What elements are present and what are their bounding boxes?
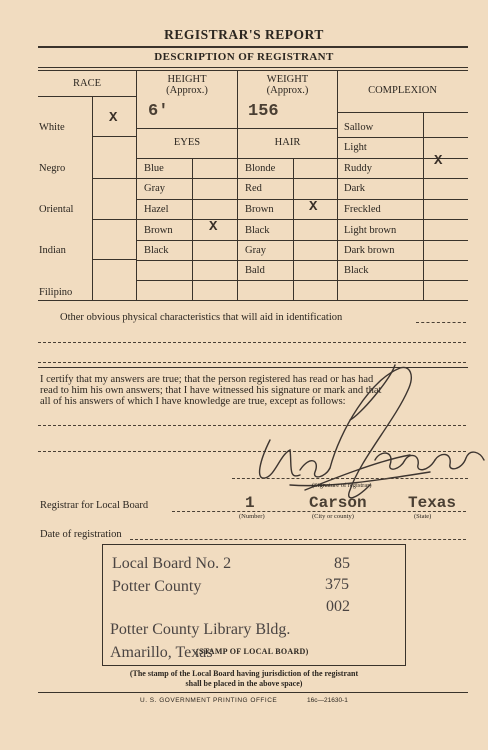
signature-caption: (Signature of registrar) xyxy=(312,482,372,489)
state-caption: (State) xyxy=(414,513,432,520)
height-weight-divider xyxy=(237,70,238,300)
eyes-option-brown: Brown xyxy=(144,225,173,236)
eyes-col-divider xyxy=(192,158,193,300)
race-white-mark: X xyxy=(109,110,118,126)
race-option-white: White xyxy=(39,122,65,133)
form-subtitle: DESCRIPTION OF REGISTRANT xyxy=(154,51,334,63)
eyes-option-gray: Gray xyxy=(144,183,165,194)
local-board-number: 1 xyxy=(245,494,255,512)
stamp-caption: (STAMP OF LOCAL BOARD) xyxy=(196,647,309,656)
characteristics-line xyxy=(416,322,466,323)
complexion-option-light: Light xyxy=(344,142,367,153)
stamp-number-1: 85 xyxy=(334,555,350,572)
eyes-brown-mark: X xyxy=(209,219,218,235)
table-top-rule xyxy=(38,67,468,68)
race-section-divider xyxy=(136,70,137,300)
stamp-number-3: 002 xyxy=(326,598,350,615)
race-col-divider xyxy=(92,96,93,300)
footer-rule xyxy=(38,692,468,693)
hair-option-black: Black xyxy=(245,225,270,236)
local-board-state: Texas xyxy=(408,494,457,512)
stamp-line-1: Local Board No. 2 xyxy=(112,555,232,572)
race-option-indian: Indian xyxy=(39,245,66,256)
race-row-rule xyxy=(92,136,136,137)
footnote-line-1: (The stamp of the Local Board having jurisdiction of the registrant xyxy=(129,669,359,678)
table-row-rule xyxy=(136,260,468,261)
table-bottom-rule xyxy=(38,300,468,301)
complexion-option-black: Black xyxy=(344,265,369,276)
race-option-filipino: Filipino xyxy=(39,287,73,298)
complexion-header-rule xyxy=(337,112,468,113)
table-row-rule xyxy=(136,280,468,281)
signature-line xyxy=(232,478,468,479)
race-option-negro: Negro xyxy=(39,163,66,174)
complexion-row-rule xyxy=(337,137,468,138)
title-rule xyxy=(38,46,468,48)
weight-subheader: (Approx.) xyxy=(266,85,309,96)
weight-header: WEIGHT xyxy=(266,74,309,85)
form-title: REGISTRAR'S REPORT xyxy=(164,27,324,42)
number-caption: (Number) xyxy=(239,513,265,520)
county-caption: (City or county) xyxy=(312,513,354,520)
complexion-option-dark: Dark xyxy=(344,183,365,194)
complexion-option-dark-brown: Dark brown xyxy=(344,245,395,256)
complexion-option-ruddy: Ruddy xyxy=(344,163,373,174)
date-line xyxy=(130,539,466,540)
stamp-line-5: Amarillo, Texas xyxy=(110,644,213,661)
print-code: 16c—21630-1 xyxy=(307,697,348,704)
complexion-ruddy-mark: X xyxy=(434,153,443,169)
hair-col-divider xyxy=(293,158,294,300)
complexion-header: COMPLEXION xyxy=(368,85,437,96)
stamp-line-2: Potter County xyxy=(112,578,202,595)
race-header: RACE xyxy=(72,78,101,89)
hair-brown-mark: X xyxy=(309,199,318,215)
weight-complexion-divider xyxy=(337,70,338,300)
certification-line-1: I certify that my answers are true; that the person registered has read or has had xyxy=(40,374,374,385)
complexion-option-light-brown: Light brown xyxy=(344,225,397,236)
table-row-rule xyxy=(136,199,468,200)
hair-header: HAIR xyxy=(274,137,301,148)
race-header-rule xyxy=(38,96,136,97)
height-header: HEIGHT xyxy=(167,74,207,85)
height-value: 6' xyxy=(148,102,169,121)
table-row-rule xyxy=(136,158,468,159)
table-row-rule xyxy=(136,178,468,179)
hair-option-blonde: Blonde xyxy=(245,163,276,174)
local-board-county: Carson xyxy=(309,494,367,512)
race-option-oriental: Oriental xyxy=(39,204,74,215)
eyes-option-blue: Blue xyxy=(144,163,164,174)
table-row-rule xyxy=(136,219,468,220)
complexion-option-freckled: Freckled xyxy=(344,204,381,215)
hair-option-bald: Bald xyxy=(245,265,265,276)
hair-option-red: Red xyxy=(245,183,262,194)
certification-line-3: all of his answers of which I have knowledge are true, except as follows: xyxy=(40,396,346,407)
footnote-line-2: shall be placed in the above space) xyxy=(185,679,303,688)
weight-value: 156 xyxy=(248,102,279,121)
race-row-rule xyxy=(92,259,136,260)
stamp-number-2: 375 xyxy=(325,576,349,593)
eyes-option-hazel: Hazel xyxy=(144,204,169,215)
stamp-line-4: Potter County Library Bldg. xyxy=(110,621,291,638)
hair-option-brown: Brown xyxy=(245,204,274,215)
table-row-rule xyxy=(136,240,468,241)
race-row-rule xyxy=(92,178,136,179)
eyes-option-black: Black xyxy=(144,245,169,256)
local-board-label: Registrar for Local Board xyxy=(40,500,149,511)
date-label: Date of registration xyxy=(40,529,122,540)
table-top-rule-2 xyxy=(38,70,468,71)
characteristics-line xyxy=(38,342,466,343)
height-subheader: (Approx.) xyxy=(166,85,208,96)
hair-option-gray: Gray xyxy=(245,245,266,256)
race-row-rule xyxy=(92,219,136,220)
printer-name: U. S. GOVERNMENT PRINTING OFFICE xyxy=(140,697,278,704)
complexion-col-divider xyxy=(423,112,424,300)
certification-line-2: read to him his own answers; that I have witnessed his signature or mark and that xyxy=(40,385,382,396)
eyes-header: EYES xyxy=(173,137,201,148)
complexion-option-sallow: Sallow xyxy=(344,122,374,133)
height-weight-rule xyxy=(136,128,337,129)
physical-characteristics-label: Other obvious physical characteristics that will aid in identification xyxy=(60,312,343,323)
